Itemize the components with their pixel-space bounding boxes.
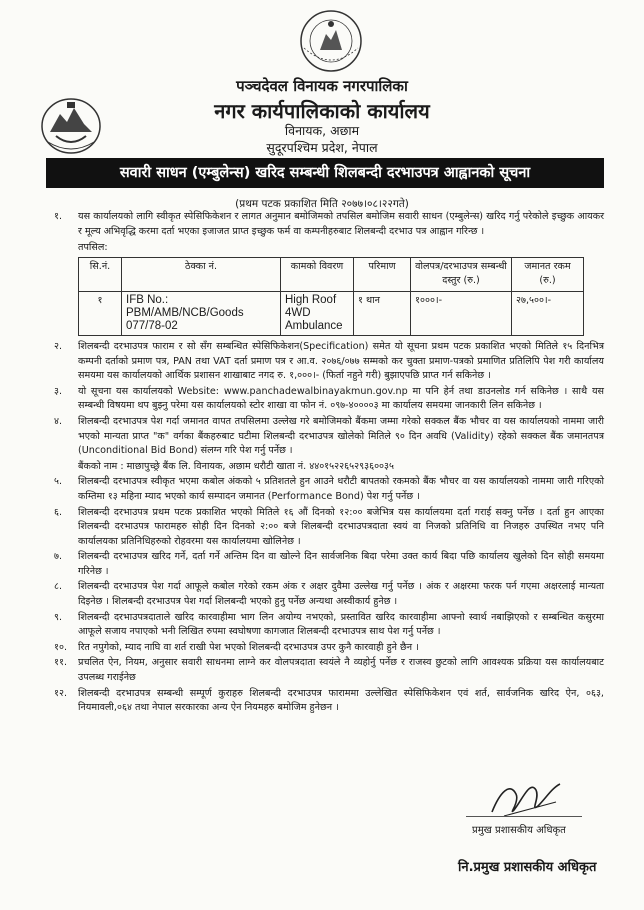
province-name: सुदूरपश्चिम प्रदेश, नेपाल — [266, 140, 378, 155]
clause-text: शिलबन्दी दरभाउपत्र प्रथम पटक प्रकाशित भएको मितिले १६ औं दिनको १२:०० बजेभित्र यस कार्यालयमा दर्ता गराई सक्नु पर्नेछ । दर्ता हुन आएका शिलबन्दी दरभाउपत्र फारामहरु सोही दिन दिनको २:०० बजे शिलबन्दी दरभाउपत्रदाता स्वयं वा निजको प्रतिनिधि वा निजहरु उपस्थित नभए पनि कार्यालयका प्रतिनिधिहरुको रोहवरमा यस कार्यालयमा खोलिनेछ । — [78, 506, 604, 547]
office-title: नगर कार्यपालिकाको कार्यालय — [214, 99, 430, 123]
clause-text: शिलबन्दी दरभाउपत्र खरिद गर्ने, दर्ता गर्ने अन्तिम दिन वा खोल्ने दिन सार्वजनिक बिदा परेमा उक्त कार्य बिदा पछि कार्यालय खुलेको दिन सोही समयमा गरिनेछ । — [78, 551, 604, 577]
clause-12 — [54, 687, 604, 716]
clause-number: १२. — [54, 687, 68, 699]
clause-number: ५. — [54, 476, 63, 488]
clause-text: यस कार्यालयको लागि स्वीकृत स्पेसिफिकेशन र लागत अनुमान बमोजिमको तपसिल बमोजिम सवारी साधन (एम्बुलेन्स) खरिद गर्नु परेकोले इच्छुक आयकर र मूल्य अभिवृद्धि करमा दर्ता भएका इजाजत प्राप्त इच्छुक फर्म वा कम्पनीहरुबाट शिलबन्दी दरभाउ पत्र आह्वान गरिन्छ । — [78, 211, 604, 237]
office-address: विनायक, अछाम — [284, 123, 360, 138]
clause-11 — [54, 656, 604, 685]
clause-text: यो सूचना यस कार्यालयको Website: www.panchadewalbinayakmun.gov.np मा पनि हेर्न तथा डाउनलोड गर्न सकिनेछ । साथै यस सम्बन्धी विषयमा थप बुझ्नु परेमा यस कार्यालयको स्टोर शाखा वा फोन नं. ०९७-४००००३ मा कार्यालय समयमा जानकारी लिन सकिनेछ । — [78, 385, 604, 412]
clause-number: १०. — [54, 641, 68, 653]
clause-9 — [54, 611, 604, 640]
clause-text: शिलबन्दी दरभाउपत्र पेश गर्दा आफूले कबोल गरेको रकम अंक र अक्षर दुवैमा उल्लेख गर्नु पर्नेछ । अंक र अक्षरमा फरक पर्न गएमा अक्षरलाई मान्यता दिइनेछ । शिलबन्दी दरभाउपत्र पेश गर्दा शिलबन्दी भएको हुनु पर्नेछ अन्यथा अस्वीकार्य हुनेछ । — [78, 581, 604, 608]
clause-number: ३. — [54, 385, 63, 397]
notice-body — [54, 210, 604, 717]
clause-text: प्रचलित ऐन, नियम, अनुसार सवारी साधनमा लाग्ने कर वोलपत्रदाता स्वयंले नै व्यहोर्नु पर्नेछ र राजस्व छुटको लागि आवश्यक प्रक्रिया यस कार्यालयबाट उपलब्ध गराईनेछ — [78, 657, 604, 684]
clause-2 — [54, 340, 604, 384]
cell-ifb: IFB No.: PBM/AMB/NCB/Goods 077/78-02 — [122, 291, 281, 335]
header-contract-no: ठेक्का नं. — [122, 257, 281, 291]
clause-6 — [54, 506, 604, 550]
clause-1 — [54, 210, 604, 239]
clause-number: २. — [54, 340, 63, 352]
clause-number: ९. — [54, 611, 63, 623]
schedule-table — [78, 257, 584, 336]
cell-sn: १ — [79, 291, 122, 335]
clause-number: ७. — [54, 551, 63, 563]
clause-4 — [54, 415, 604, 459]
cell-description: High Roof 4WD Ambulance — [281, 291, 354, 335]
clause-number: ४. — [54, 415, 63, 427]
clause-8 — [54, 580, 604, 609]
header-description: कामको विवरण — [281, 257, 354, 291]
cell-deposit: २७,५००।- — [512, 291, 584, 335]
clause-number: १. — [54, 211, 63, 222]
clause-10 — [54, 641, 604, 656]
municipality-seal-icon — [298, 8, 364, 74]
table-row — [79, 291, 584, 335]
clause-text: शिलबन्दी दरभाउपत्रदाताले खरिद कारवाहीमा भाग लिन अयोग्य नभएको, प्रस्तावित खरिद कारवाहीमा आफ्नो स्वार्थ नबाझिएको र सम्बन्धित कसुरमा आफूले सजाय नपाएको भनी लिखित रुपमा स्वघोषणा कागजात शिलबन्दी दरभाउपत्र साथ पेश गर्नु पर्नेछ । — [78, 611, 604, 638]
clause-number: ११. — [54, 657, 68, 669]
clause-text: रित नपुगेको, म्याद नाघि वा शर्त राखी पेश भएको शिलबन्दी दरभाउपत्र उपर कुनै कारवाही हुने छैन । — [78, 641, 419, 653]
clause-text: शिलबन्दी दरभाउपत्र पेश गर्दा जमानत वापत तपसिलमा उल्लेख गरे बमोजिमको बैंकमा जम्मा गरेको सक्कल बैंक भौचर वा यस कार्यालयको नाममा जारी भएको मान्यता प्राप्त "क" वर्गका बैंकहरुबाट घटीमा शिलबन्दी दरभाउपत्र खोलेको मितिले ९० दिन अवधि (Validity) रहेको सक्कल बैंक जमानतपत्र (Unconditional Bid Bond) संलग्न गरि पेश गर्नु पर्नेछ । — [78, 415, 604, 457]
clause-text: शिलबन्दी दरभाउपत्र सम्बन्धी सम्पूर्ण कुराहरु शिलबन्दी दरभाउपत्र फाराममा उल्लेखित स्पेसिफिकेशन एवं शर्त, सार्वजनिक खरिद ऐन, ०६३, नियमावली,०६४ तथा नेपाल सरकारका अन्य ऐन नियमहरु बमोजिम हुनेछन । — [78, 687, 604, 714]
bank-line: बैंकको नाम : माछापुच्छ्रे बैंक लि. विनायक, अछाम धरौटी खाता नं. ४४०१५२२६५२९३६००३५ — [78, 460, 395, 472]
clause-number: ८. — [54, 581, 63, 593]
bank-details — [54, 460, 604, 475]
clause-text: शिलबन्दी दरभाउपत्र स्वीकृत भएमा कबोल अंकको ५ प्रतिशतले हुन आउने धरौटी बापतको रकमको बैंक भौचर वा यस कार्यालयको नाममा जारी गरिएको कम्तिमा १३ महिना म्याद भएको कार्य सम्पादन जमानत (Performance Bond) पेश गर्नु पर्नेछ । — [78, 476, 604, 502]
signature-line — [466, 816, 582, 817]
signatory-title: प्रमुख प्रशासकीय अधिकृत — [472, 825, 566, 836]
publication-date: (प्रथम पटक प्रकाशित मिति २०७७।०८।२२गते) — [235, 198, 409, 210]
clause-3 — [54, 385, 604, 414]
schedule-label: तपसिल: — [78, 242, 108, 254]
clause-number: ६. — [54, 506, 63, 518]
cell-fee: १०००।- — [411, 291, 512, 335]
clause-5 — [54, 475, 604, 504]
notice-title-banner: सवारी साधन (एम्बुलेन्स) खरिद सम्बन्धी शिलबन्दी दरभाउपत्र आह्वानको सूचना — [46, 158, 604, 188]
municipality-name: पञ्चदेवल विनायक नगरपालिका — [236, 77, 408, 95]
table-header-row — [79, 257, 584, 291]
header-fee: वोलपत्र/दरभाउपत्र सम्बन्धी दस्तुर (रु.) — [411, 257, 512, 291]
header-deposit: जमानत रकम (रु.) — [512, 257, 584, 291]
header-sn: सि.नं. — [79, 257, 122, 291]
signature-icon — [486, 772, 566, 822]
cell-quantity: १ थान — [354, 291, 411, 335]
header-quantity: परिमाण — [354, 257, 411, 291]
acting-officer-title: नि.प्रमुख प्रशासकीय अधिकृत — [458, 860, 597, 875]
clause-7 — [54, 550, 604, 579]
clause-text: शिलबन्दी दरभाउपत्र फाराम र सो सँग सम्बन्धित स्पेसिफिकेशन(Specification) समेत यो सूचना प्रथम पटक प्रकाशित भएको मितिले १५ दिनभित्र कम्पनी दर्ताको प्रमाण पत्र, PAN तथा VAT दर्ता प्रमाण पत्र र आ.व. २०७६/०७७ सम्मको कर चुक्ता प्रमाण-पत्रको प्रमाणित प्रतिलिपि पेश गरी कार्यालय समयमा यस कार्यालयको आर्थिक प्रशासन शाखाबाट नगद रु. १,०००।- (फिर्ता नहुने गरी) बुझाएपछि प्राप्त गर्न सकिनेछ । — [78, 340, 604, 382]
